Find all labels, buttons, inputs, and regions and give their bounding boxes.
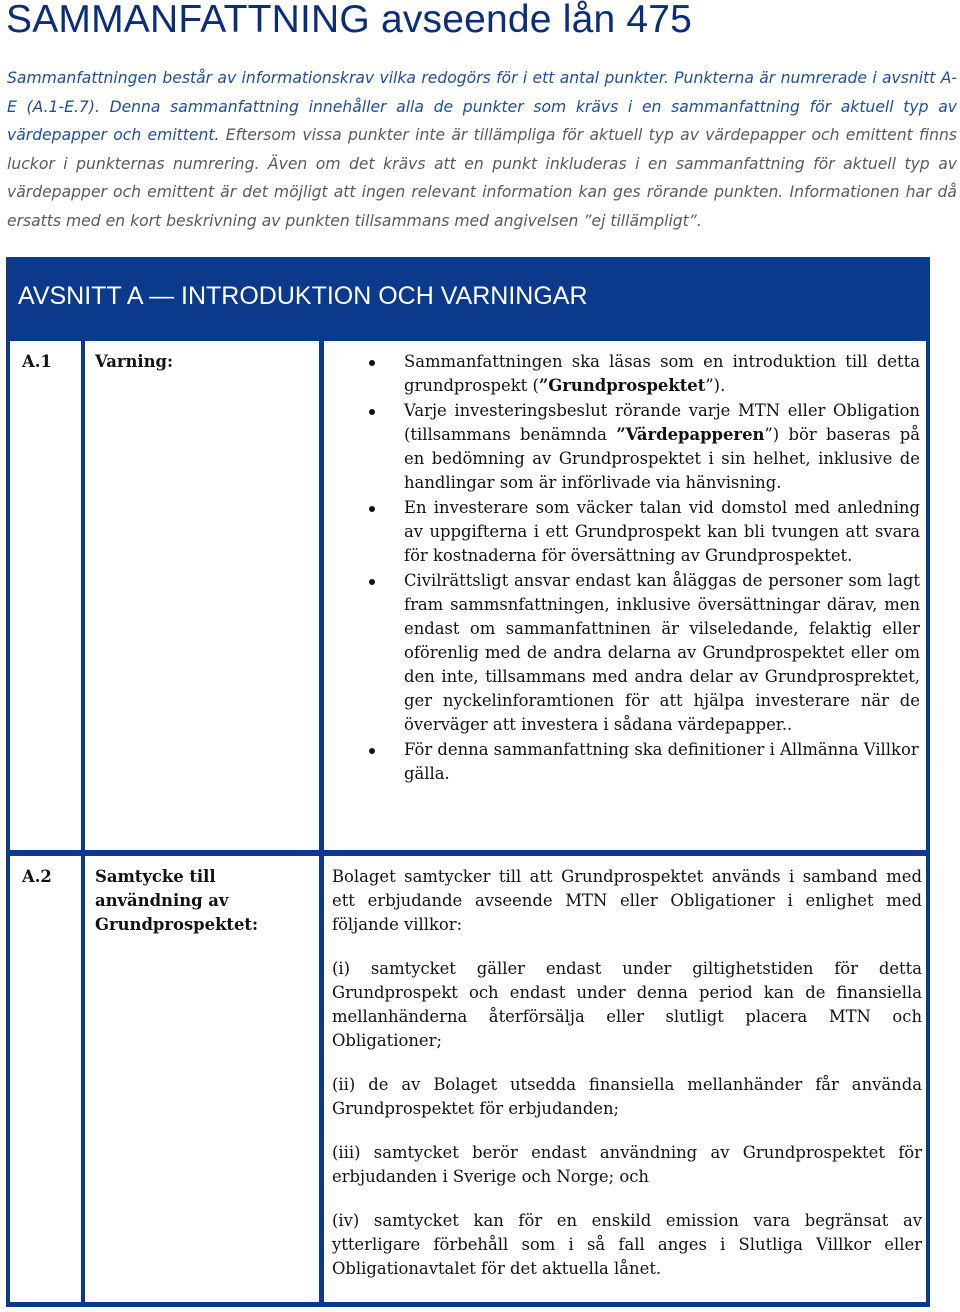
intro-sentence-2: Eftersom vissa punkter inte är tillämpliga för aktuell typ av värdepapper och emittent finns luckor i punkternas numrering. Även om det krävs att en punkt inkluderas i en sammanfattning för aktuell typ av värdepapper och emittent är det möjligt att ingen relevant information kan ges rörande punkten. Informationen har då ersatts med en kort beskrivning av punkten tillsammans med angivelsen ”ej tillämpligt”.: [7, 126, 957, 230]
warning-item: En investerare som väcker talan vid domstol med anledning av uppgifterna i ett Grundprospekt kan bli tvungen att svara för kostnaderna för översättning av Grundprospektet.: [324, 496, 926, 568]
row-a2-label: Samtycke till användning av Grundprospektet:: [95, 867, 259, 934]
page-title: SAMMANFATTNING avseende lån 475: [6, 0, 693, 41]
intro-paragraph: [7, 64, 957, 236]
intro-sentence-1: Sammanfattningen består av informationskrav vilka redogörs för i ett antal punkter. Punkterna är numrerade i avsnitt A-E (A.1-E.7). Denna sammanfattning innehåller alla de punkter som krävs i en sammanfattning för aktuell typ av värdepapper och emittent.: [7, 69, 957, 145]
row-a2-body-cell: [324, 856, 926, 1302]
row-a2-id-cell: [10, 856, 81, 1302]
row-a1-id: A.1: [22, 352, 52, 371]
row-a1-body-cell: [324, 341, 926, 850]
warning-item: Civilrättsligt ansvar endast kan åläggas de personer som lagt fram sammsnfattningen, inklusive översättningar därav, men endast om sammanfattninen är vilseledande, felaktig eller oförenlig med de andra delarna av Grundprospektet eller om den inte, tillsammans med andra delar av Grundprosprektet, ger nyckelinforamtionen för att hjälpa investerare när de överväger att investera i sådana värdepapper..: [324, 569, 926, 737]
row-a1-label-cell: [85, 341, 319, 850]
warning-list: [324, 350, 926, 787]
summary-table: [6, 257, 930, 1307]
consent-condition-ii: (ii) de av Bolaget utsedda finansiella mellanhänder får använda Grundprospektet för erbjudanden;: [332, 1075, 922, 1118]
row-a1-id-cell: [10, 341, 81, 850]
consent-condition-i: (i) samtycket gäller endast under giltighetstiden för detta Grundprospekt och endast under denna period kan de finansiella mellanhänderna återförsälja eller slutligt placera MTN och Obligationer;: [332, 959, 922, 1050]
section-title: AVSNITT A — INTRODUKTION OCH VARNINGAR: [18, 282, 588, 310]
consent-paragraph: Bolaget samtycker till att Grundprospektet används i samband med ett erbjudande avseende MTN eller Obligationer i enlighet med följande villkor:: [332, 867, 922, 934]
row-a1-label: Varning:: [95, 352, 174, 371]
consent-condition-iv: (iv) samtycket kan för en enskild emission vara begränsat av ytterligare förbehåll som i så fall anges i Slutliga Villkor eller Obligationavtalet för det aktuella lånet.: [332, 1211, 922, 1278]
warning-item: För denna sammanfattning ska definitioner i Allmänna Villkor gälla.: [324, 738, 926, 786]
consent-condition-iii: (iii) samtycket berör endast användning av Grundprospektet för erbjudanden i Sverige och Norge; och: [332, 1143, 922, 1186]
row-a2-id: A.2: [22, 867, 52, 886]
warning-item: Varje investeringsbeslut rörande varje MTN eller Obligation (tillsammans benämnda ”Värdepapperen”) bör baseras på en bedömning av Grundprospektet i sin helhet, inklusive de handlingar som är införlivade via hänvisning.: [324, 399, 926, 495]
row-a2-label-cell: [85, 856, 319, 1302]
warning-item: Sammanfattningen ska läsas som en introduktion till detta grundprospekt (”Grundprospektet”).: [324, 350, 926, 398]
